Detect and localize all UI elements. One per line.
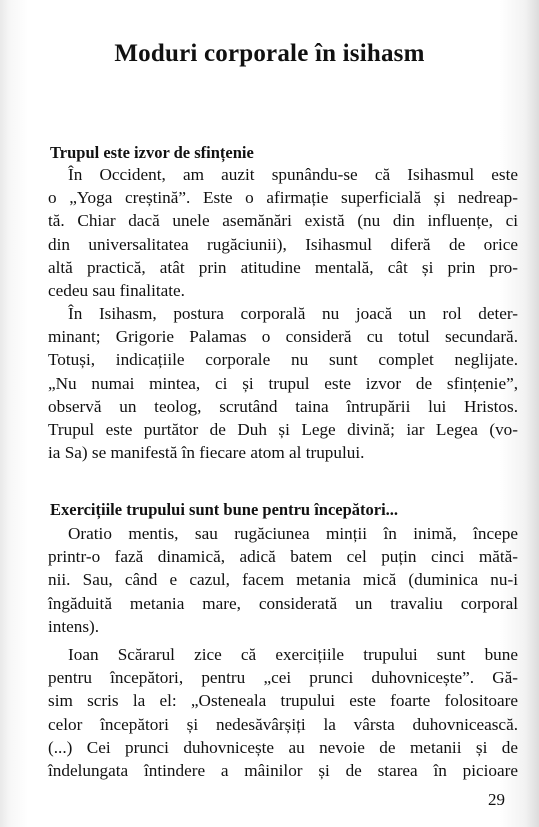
- text-line: În Occident, am auzit spunându-se că Isihasmul este: [68, 165, 518, 184]
- text-line: din universalitatea rugăciunii), Isihasmul diferă de orice: [48, 234, 518, 254]
- section-heading-beginners: Exercițiile trupului sunt bune pentru începători...: [50, 500, 399, 519]
- paragraph-ioan-scararul: [48, 643, 518, 782]
- text-line: ia Sa) se manifestă în fiecare atom al trupului.: [48, 443, 365, 463]
- text-line: În Isihasm, postura corporală nu joacă un rol deter-: [68, 304, 518, 323]
- text-line: (...) Cei prunci duhovnicește au nevoie de metanii și de: [48, 737, 518, 757]
- page-number: 29: [488, 790, 505, 809]
- text-line: sim scris la el: „Osteneala trupului este foarte folositoare: [48, 691, 518, 711]
- text-line: celor începători și nedesăvârșiți la vârsta duhovnicească.: [48, 714, 518, 734]
- text-line: Oratio mentis, sau rugăciunea minții în inimă, începe: [68, 524, 518, 543]
- text-line: tă. Chiar dacă unele asemănări există (nu din influențe, ci: [48, 211, 518, 231]
- text-line: îndelungata întindere a mâinilor și de starea în picioare: [48, 761, 518, 781]
- text-line: o „Yoga creștină”. Este o afirmație superficială și nedreap-: [48, 188, 518, 208]
- chapter-title: Moduri corporale în isihasm: [114, 40, 425, 67]
- text-line: cedeu sau finalitate.: [48, 281, 185, 301]
- text-line: altă practică, atât prin atitudine mentală, cât și prin pro-: [48, 257, 518, 277]
- text-line: îngăduită metania mare, considerată un travaliu corporal: [48, 593, 518, 613]
- text-line: pentru începători, pentru „cei prunci duhovnicește”. Gă-: [48, 668, 518, 688]
- text-line: minant; Grigorie Palamas o consideră cu totul secundară.: [48, 327, 518, 347]
- text-line: Ioan Scărarul zice că exercițiile trupului sunt bune: [68, 645, 518, 664]
- section-heading-sanctity: Trupul este izvor de sfințenie: [50, 143, 254, 162]
- text-line: Totuși, indicațiile corporale nu sunt complet neglijate.: [48, 350, 518, 370]
- text-line: printr-o fază dinamică, adică batem cel puțin cinci mătă-: [48, 547, 518, 567]
- paragraph-posture: [48, 302, 518, 464]
- text-line: intens).: [48, 616, 100, 636]
- text-line: „Nu numai mintea, ci și trupul este izvor de sfințenie”,: [48, 373, 518, 393]
- text-line: observă un teolog, scrutând taina întrupării lui Hristos.: [48, 396, 518, 416]
- text-line: nii. Sau, când e cazul, facem metania mică (duminica nu-i: [48, 570, 518, 590]
- paragraph-occident: [48, 163, 518, 302]
- text-line: Trupul este purtător de Duh și Lege divină; iar Legea (vo-: [48, 420, 518, 440]
- paragraph-oratio-mentis: [48, 522, 518, 638]
